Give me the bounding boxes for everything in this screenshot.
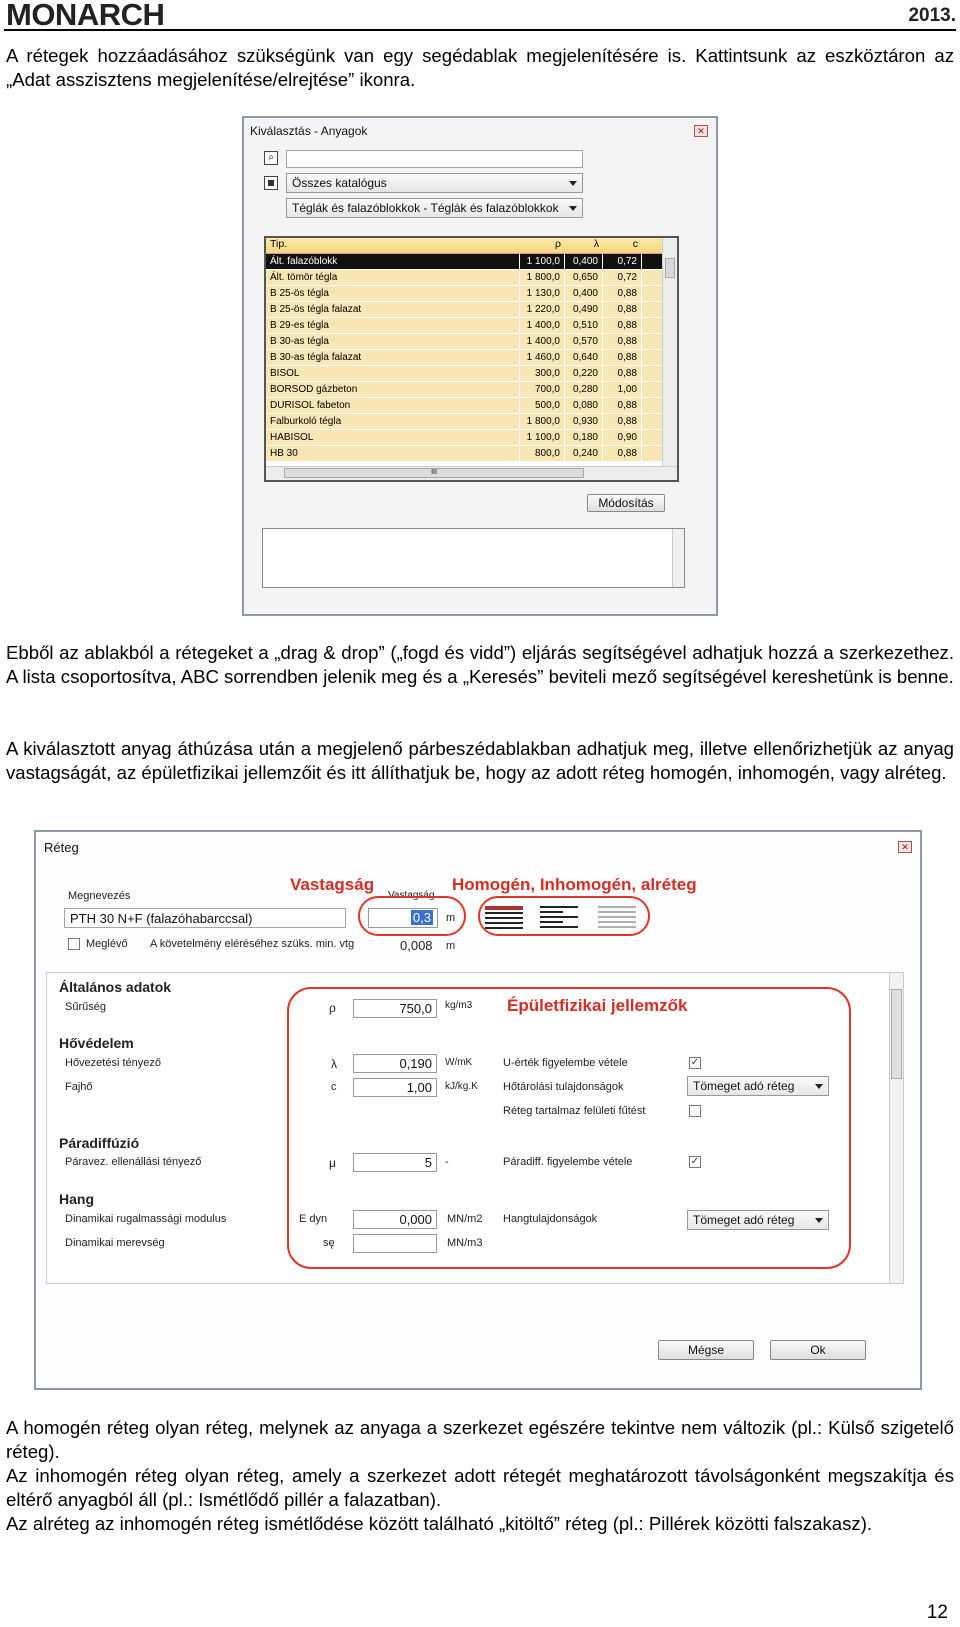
col-lambda-header[interactable]: λ — [593, 238, 599, 250]
cell-c: 0,90 — [603, 430, 642, 445]
mu-unit: - — [445, 1156, 449, 1168]
cell-rho: 300,0 — [520, 366, 565, 381]
lambda-symbol: λ — [331, 1057, 337, 1071]
cell-rho: 1 400,0 — [520, 318, 565, 333]
paragraph-4c: Az alréteg az inhomogén réteg ismétlődése között található „kitöltő” réteg (pl.: Pillérek közötti falszakasz). — [6, 1513, 873, 1534]
cell-tip: B 25-ös tégla — [266, 286, 520, 301]
mu-input[interactable]: 5 — [353, 1153, 437, 1172]
cell-rho: 500,0 — [520, 398, 565, 413]
edyn-symbol: E dyn — [299, 1213, 328, 1225]
cancel-button[interactable]: Mégse — [658, 1340, 754, 1360]
cell-c: 0,88 — [603, 350, 642, 365]
cell-tip: BORSOD gázbeton — [266, 382, 520, 397]
kovetelmeny-label: A követelmény eléréséhez szüks. min. vtg — [150, 938, 355, 950]
paragraph-1: A rétegek hozzáadásához szükségünk van egy segédablak megjelenítésére is. Kattintsunk az eszköztáron az „Adat asszisztens megjelenítése/elrejtése” ikonra. — [6, 45, 954, 90]
cell-lambda: 0,490 — [565, 302, 603, 317]
page-number: 12 — [926, 1602, 948, 1623]
scroll-thumb[interactable] — [665, 258, 675, 278]
cell-lambda: 0,400 — [565, 286, 603, 301]
chevron-down-icon — [815, 1084, 823, 1089]
thickness-value: 0,3 — [412, 910, 431, 925]
cell-c: 0,88 — [603, 302, 642, 317]
paragraph-4a: A homogén réteg olyan réteg, melynek az anyaga a szerkezet egészére tekintve nem változik (pl.: Külső szigetelő réteg). — [6, 1417, 954, 1462]
cell-c: 0,88 — [603, 318, 642, 333]
cell-lambda: 0,510 — [565, 318, 603, 333]
cell-tip: B 29-es tégla — [266, 318, 520, 333]
cell-rho: 1 800,0 — [520, 414, 565, 429]
table-row[interactable] — [266, 302, 677, 318]
cell-lambda: 0,570 — [565, 334, 603, 349]
hotarolasi-value: Tömeget adó réteg — [693, 1079, 795, 1093]
cell-lambda: 0,080 — [565, 398, 603, 413]
hotarolasi-label: Hőtárolási tulajdonságok — [503, 1081, 624, 1093]
cell-lambda: 0,400 — [565, 254, 603, 269]
rho-symbol: ρ — [329, 1001, 336, 1015]
list-header — [266, 238, 677, 254]
table-row[interactable] — [266, 334, 677, 350]
suruseg-label: Sűrűség — [65, 1001, 106, 1013]
horizontal-scrollbar[interactable] — [266, 466, 677, 480]
chevron-down-icon — [815, 1218, 823, 1223]
ok-button[interactable]: Ok — [770, 1340, 866, 1360]
cell-c: 0,88 — [603, 446, 642, 461]
c-symbol: c — [331, 1081, 337, 1093]
window-title: Kiválasztás - Anyagok — [250, 124, 368, 138]
hovedelem-section: Hővédelem — [59, 1035, 134, 1051]
properties-panel — [46, 972, 904, 1284]
s-symbol: sę — [323, 1237, 335, 1249]
cell-c: 0,88 — [603, 414, 642, 429]
paradiff-checkbox[interactable]: ✓ — [690, 1156, 700, 1167]
cell-rho: 1 130,0 — [520, 286, 565, 301]
meglevo-label: Meglévő — [86, 938, 128, 950]
cell-tip: B 25-ös tégla falazat — [266, 302, 520, 317]
material-selection-window — [242, 116, 718, 616]
c-unit: kJ/kg.K — [445, 1081, 478, 1092]
catalog-value: Összes katalógus — [292, 176, 387, 190]
close-icon[interactable]: ✕ — [898, 841, 912, 853]
u-ertek-label: U-érték figyelembe vétele — [503, 1057, 628, 1069]
epuletfizikai-annotation: Épületfizikai jellemzők — [507, 996, 688, 1015]
density-input[interactable]: 750,0 — [353, 999, 437, 1018]
vertical-scrollbar[interactable] — [889, 973, 903, 1283]
alreteg-layer-icon[interactable] — [598, 906, 636, 928]
megnevezes-label: Megnevezés — [68, 890, 131, 902]
paragraph-3: A kiválasztott anyag áthúzása után a megjelenő párbeszédablakban adhatjuk meg, illetve ellenőrizhetjük az anyag vastagságát, az épületfizikai jellemzőit és itt állíthatjuk be, hogy az adott réteg homogén, inhomogén, vagy alréteg. — [6, 738, 954, 783]
cell-c: 0,88 — [603, 334, 642, 349]
cell-c: 0,72 — [603, 254, 642, 269]
hangtul-value: Tömeget adó réteg — [693, 1213, 795, 1227]
list-rows — [266, 254, 677, 462]
min-thickness-value: 0,008 — [400, 938, 433, 953]
material-list[interactable] — [264, 236, 679, 482]
thickness-input[interactable] — [368, 908, 438, 928]
col-rho-header[interactable]: ρ — [555, 238, 561, 250]
table-row[interactable] — [266, 414, 677, 430]
vertical-scrollbar[interactable] — [672, 529, 684, 587]
scroll-thumb[interactable]: III — [284, 468, 584, 478]
cell-lambda: 0,930 — [565, 414, 603, 429]
cell-lambda: 0,280 — [565, 382, 603, 397]
lambda-input[interactable]: 0,190 — [353, 1054, 437, 1073]
chevron-down-icon — [569, 181, 577, 186]
chevron-down-icon — [569, 206, 577, 211]
table-row[interactable] — [266, 366, 677, 382]
cell-rho: 1 220,0 — [520, 302, 565, 317]
hangtul-label: Hangtulajdonságok — [503, 1213, 598, 1225]
catalog-icon — [264, 176, 278, 190]
s-input[interactable] — [353, 1234, 437, 1253]
table-row[interactable] — [266, 398, 677, 414]
catalog-dropdown[interactable] — [286, 173, 583, 193]
c-input[interactable]: 1,00 — [353, 1078, 437, 1097]
category-value: Téglák és falazóblokkok - Téglák és falazóblokkok — [292, 201, 559, 215]
cell-tip: B 30-as tégla — [266, 334, 520, 349]
cell-rho: 1 400,0 — [520, 334, 565, 349]
table-row[interactable] — [266, 430, 677, 446]
category-dropdown[interactable] — [286, 198, 583, 218]
paragraph-2: Ebből az ablakból a rétegeket a „drag & drop” („fogd és vidd”) eljárás segítségével adhatjuk hozzá a szerkezethez. A lista csoportosítva, ABC sorrendben jelenik meg és a „Keresés” beviteli mező segítségével kereshetünk is benne. — [6, 642, 954, 687]
vastagsag-annotation: Vastagság — [290, 875, 375, 894]
cell-c: 0,88 — [603, 366, 642, 381]
cell-tip: DURISOL fabeton — [266, 398, 520, 413]
vastagsag-label: Vastagság — [388, 890, 435, 901]
lambda-unit: W/mK — [445, 1057, 473, 1068]
document-header — [4, 0, 956, 31]
table-row[interactable] — [266, 286, 677, 302]
search-input[interactable] — [286, 150, 583, 168]
dinamikai-mod-label: Dinamikai rugalmassági modulus — [65, 1213, 227, 1225]
cell-tip: Falburkoló tégla — [266, 414, 520, 429]
cell-rho: 700,0 — [520, 382, 565, 397]
search-icon[interactable]: ⌕ — [264, 151, 278, 165]
cell-lambda: 0,640 — [565, 350, 603, 365]
cell-tip: Ált. tömör tégla — [266, 270, 520, 285]
paradiff-label: Páradiff. figyelembe vétele — [503, 1156, 633, 1168]
table-row[interactable] — [266, 318, 677, 334]
table-row[interactable] — [266, 254, 677, 270]
cell-rho: 1 100,0 — [520, 430, 565, 445]
edyn-input[interactable]: 0,000 — [353, 1210, 437, 1229]
fajho-label: Fajhő — [65, 1081, 93, 1093]
reteg-tartalmaz-label: Réteg tartalmaz felületi fűtést — [503, 1105, 646, 1117]
cell-rho: 800,0 — [520, 446, 565, 461]
cell-tip: B 30-as tégla falazat — [266, 350, 520, 365]
layer-dialog — [34, 830, 922, 1390]
unit-m: m — [446, 912, 456, 924]
cell-tip: Ált. falazóblokk — [266, 254, 520, 269]
cell-lambda: 0,240 — [565, 446, 603, 461]
layer-name-input[interactable]: PTH 30 N+F (falazóhabarccsal) — [64, 908, 346, 928]
paragraph-4b: Az inhomogén réteg olyan réteg, amely a szerkezet adott rétegét meghatározott távolságonként megszakítja és eltérő anyagból áll (pl.: Ismétlődő pillér a falazatban). — [6, 1465, 954, 1510]
cell-c: 0,72 — [603, 270, 642, 285]
col-c-header[interactable]: c — [632, 238, 638, 250]
table-row[interactable] — [266, 350, 677, 366]
cell-lambda: 0,220 — [565, 366, 603, 381]
dinamikai-mer-label: Dinamikai merevség — [65, 1237, 165, 1249]
table-row[interactable] — [266, 270, 677, 286]
meglevo-checkbox[interactable] — [68, 938, 80, 950]
s-unit: MN/m3 — [447, 1237, 483, 1249]
cell-c: 0,88 — [603, 398, 642, 413]
cell-rho: 1 460,0 — [520, 350, 565, 365]
homogen-annotation: Homogén, Inhomogén, alréteg — [452, 875, 697, 894]
paravez-label: Páravez. ellenállási tényező — [65, 1156, 202, 1168]
window-title: Réteg — [44, 840, 79, 855]
cell-rho: 1 800,0 — [520, 270, 565, 285]
felueleti-futes-checkbox[interactable] — [689, 1105, 701, 1117]
paradiffuzio-section: Páradiffúzió — [59, 1135, 140, 1151]
unit-m-2: m — [446, 940, 456, 952]
altalanos-section: Általános adatok — [59, 979, 172, 995]
monarch-logo: MONARCH — [6, 0, 165, 32]
mu-symbol: μ — [329, 1156, 336, 1170]
cell-lambda: 0,650 — [565, 270, 603, 285]
homogen-layer-icon[interactable] — [485, 906, 523, 928]
table-row[interactable] — [266, 382, 677, 398]
hang-section: Hang — [59, 1191, 94, 1207]
table-row[interactable] — [266, 446, 677, 462]
close-icon[interactable]: ✕ — [694, 125, 708, 137]
modify-button[interactable]: Módosítás — [587, 494, 665, 512]
hangtul-dropdown[interactable] — [687, 1210, 829, 1230]
u-ertek-checkbox[interactable]: ✓ — [690, 1057, 700, 1068]
col-tip-header[interactable]: Tip. — [270, 238, 288, 250]
edyn-unit: MN/m2 — [447, 1213, 483, 1225]
cell-rho: 1 100,0 — [520, 254, 565, 269]
cell-lambda: 0,180 — [565, 430, 603, 445]
scroll-thumb[interactable] — [891, 989, 902, 1079]
cell-tip: BISOL — [266, 366, 520, 381]
cell-tip: HABISOL — [266, 430, 520, 445]
hovezetesi-label: Hővezetési tényező — [65, 1057, 161, 1069]
vertical-scrollbar[interactable] — [662, 238, 677, 468]
rho-unit: kg/m3 — [445, 1000, 473, 1011]
header-year: 2013. — [908, 5, 956, 26]
cell-tip: HB 30 — [266, 446, 520, 461]
inhomogen-layer-icon[interactable] — [540, 906, 578, 928]
cell-c: 1,00 — [603, 382, 642, 397]
hotarolasi-dropdown[interactable] — [687, 1076, 829, 1096]
description-area[interactable] — [262, 528, 685, 588]
cell-c: 0,88 — [603, 286, 642, 301]
